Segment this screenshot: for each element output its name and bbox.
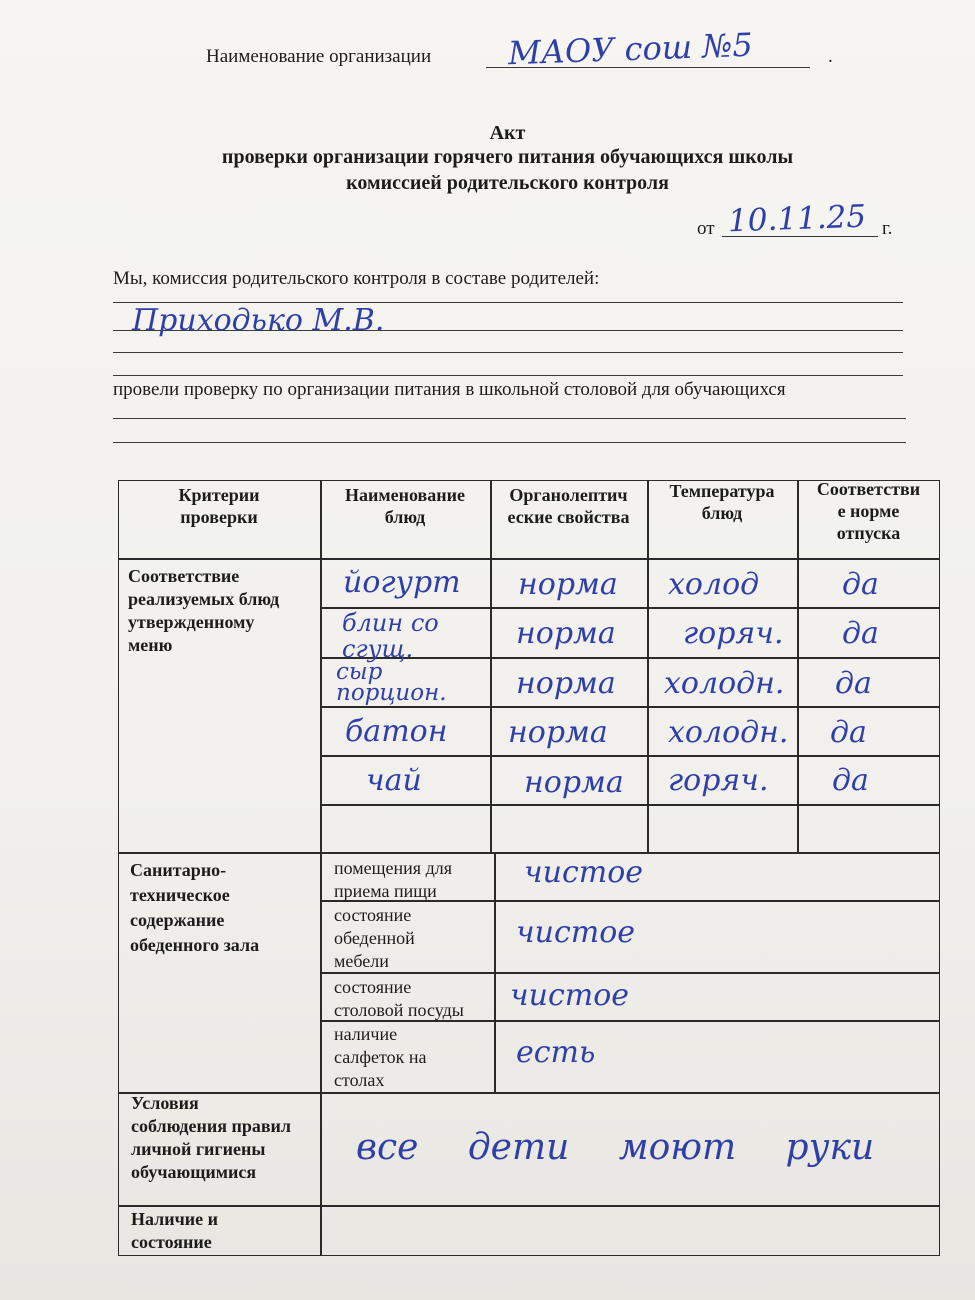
s3-criterion: Условия соблюдения правил личной гигиены обучающимися xyxy=(131,1093,292,1182)
temperature-cell: холодн. xyxy=(668,715,789,750)
s1-criterion: Соответствие реализуемых блюд утвержденному меню xyxy=(128,566,280,655)
dish-cell: сыр порцион. xyxy=(336,659,447,706)
commission-label: Мы, комиссия родительского контроля в составе родителей: xyxy=(113,268,600,289)
title-line-3: комиссией родительского контроля xyxy=(346,172,669,194)
org-dot: . xyxy=(828,46,833,67)
organoleptic-cell: норма xyxy=(516,666,616,701)
row-divider-5 xyxy=(320,804,940,806)
s4-criterion: Наличие и состояние xyxy=(131,1209,219,1252)
organoleptic-cell: норма xyxy=(518,567,618,602)
compliance-cell: да xyxy=(830,715,867,750)
temperature-cell: горяч. xyxy=(683,616,784,651)
dish-cell: блин со сгущ. xyxy=(342,609,439,663)
organoleptic-cell: норма xyxy=(516,616,616,651)
commission-line-3 xyxy=(113,352,903,353)
th-temperature: Температура блюд xyxy=(669,481,775,523)
row-divider-4 xyxy=(320,755,940,757)
commission-line-4 xyxy=(113,375,903,376)
s2-item-4: наличие салфеток на столах xyxy=(334,1024,427,1090)
dish-cell: чай xyxy=(366,763,422,798)
temperature-cell: холод xyxy=(668,567,760,602)
th-criteria: Критерии проверки xyxy=(178,485,260,527)
date-suffix: г. xyxy=(882,218,893,239)
check-line-1 xyxy=(113,418,906,419)
title-act: Акт xyxy=(489,122,526,144)
compliance-cell: да xyxy=(842,616,879,651)
dish-cell: йогурт xyxy=(343,565,461,600)
date-prefix: от xyxy=(697,218,715,239)
s2-criterion: Санитарно- техническое содержание обеденного зала xyxy=(130,860,260,955)
compliance-cell: да xyxy=(835,666,872,701)
org-value: МАОУ сош №5 xyxy=(507,25,754,73)
s2-value-4: есть xyxy=(516,1035,596,1070)
s2-item-3: состояние столовой посуды xyxy=(334,977,464,1020)
col-divider-3 xyxy=(647,480,649,852)
s2-item-1: помещения для приема пищи xyxy=(334,858,452,901)
organoleptic-cell: норма xyxy=(524,765,624,800)
section-divider-3 xyxy=(118,1205,940,1207)
org-label: Наименование организации xyxy=(206,46,432,67)
compliance-cell: да xyxy=(842,567,879,602)
th-organoleptic: Органолептич еские свойства xyxy=(507,485,630,527)
s2-value-3: чистое xyxy=(510,978,630,1013)
check-line-2 xyxy=(113,442,906,443)
th-compliance: Соответстви е норме отпуска xyxy=(816,479,921,543)
title-line-2: проверки организации горячего питания обучающихся школы xyxy=(221,146,794,168)
s3-value: все дети моют руки xyxy=(356,1127,875,1168)
section-divider-1 xyxy=(118,852,940,854)
row-divider-3 xyxy=(320,706,940,708)
temperature-cell: горяч. xyxy=(668,763,769,798)
s2-value-2: чистое xyxy=(516,915,636,950)
organoleptic-cell: норма xyxy=(508,715,608,750)
check-label: провели проверку по организации питания в школьной столовой для обучающихся xyxy=(113,379,786,400)
header-divider xyxy=(118,558,940,560)
temperature-cell: холодн. xyxy=(664,666,785,701)
s2-item-2: состояние обеденной мебели xyxy=(334,905,415,971)
th-dishes: Наименование блюд xyxy=(345,485,465,527)
commission-member: Приходько М.В. xyxy=(132,303,385,338)
s2-value-1: чистое xyxy=(524,855,644,890)
date-value: 10.11.25 xyxy=(727,198,867,240)
dish-cell: батон xyxy=(345,714,448,749)
compliance-cell: да xyxy=(832,763,869,798)
